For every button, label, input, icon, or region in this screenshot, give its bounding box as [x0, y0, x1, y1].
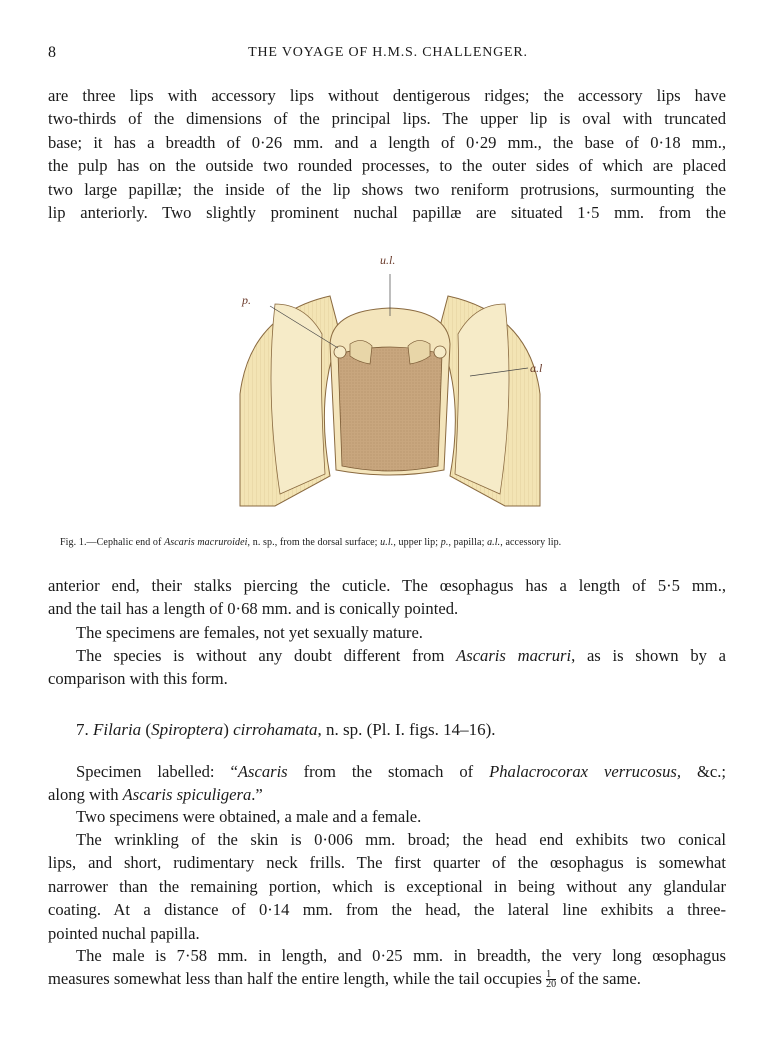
section-heading: 7. Filaria (Spiroptera) cirrohamata, n. sp. (Pl. I. figs. 14–16). [76, 720, 496, 739]
species-name: Ascaris macruri [456, 646, 572, 665]
fraction [546, 970, 556, 989]
text-run: along with [48, 785, 123, 805]
text-line: the pulp has on the outside two rounded processes, to the outer sides of which are placed [48, 156, 726, 176]
papilla-left [334, 346, 346, 358]
text-line: lip anteriorly. Two slightly prominent nuchal papillæ are situated 1·5 mm. from the [48, 203, 726, 223]
text-line: pointed nuchal papilla. [48, 923, 200, 943]
caption-al-text: , accessory lip. [500, 537, 562, 548]
text-line: The specimens are females, not yet sexually mature. [76, 623, 423, 642]
paragraph-two-specimens [48, 805, 726, 828]
paragraph-specimen-label [48, 760, 726, 807]
text-line: anterior end, their stalks piercing the cuticle. The œsophagus has a length of 5·5 mm., [48, 576, 726, 595]
section-rest: , n. sp. (Pl. I. figs. 14–16). [317, 720, 496, 739]
species-name: cirrohamata [233, 720, 318, 739]
text-run: measures somewhat less than half the entire length, while the tail occupies [48, 969, 542, 989]
caption-prefix: Fig. 1.—Cephalic end of [60, 537, 165, 548]
page-number: 8 [48, 44, 57, 61]
section-number: 7. [76, 720, 89, 739]
text-line: lips, and short, rudimentary neck frills. The first quarter of the œsophagus is somewhat [48, 853, 726, 873]
genus-name: Filaria [93, 720, 142, 739]
text-line: and the tail has a length of 0·68 mm. and is conically pointed. [48, 599, 459, 619]
text-line [48, 644, 726, 667]
text-line: base; it has a breadth of 0·26 mm. and a length of 0·29 mm., the base of 0·18 mm., [48, 132, 726, 152]
text-line: narrower than the remaining portion, which is exceptional in being without any glandular [48, 876, 726, 896]
text-run: &c.; [680, 762, 726, 781]
caption-p-text: , papilla; [448, 537, 488, 548]
subgenus-name: Spiroptera [151, 720, 224, 739]
caption-p: p. [440, 537, 449, 548]
fraction-denominator: 20 [546, 979, 557, 991]
text-line: coating. At a distance of 0·14 mm. from the head, the lateral line exhibits a three- [48, 900, 726, 920]
text-line: The wrinkling of the skin is 0·006 mm. broad; the head end exhibits two conical [76, 830, 726, 849]
paragraph-lips [48, 84, 726, 224]
caption-species: Ascaris macruroidei [164, 537, 248, 548]
text-run: , as is shown by a [571, 646, 727, 665]
figure-caption [60, 537, 720, 548]
text-line [48, 783, 726, 806]
page-header [48, 44, 728, 66]
text-run: .” [251, 785, 263, 805]
caption-ul: u.l. [380, 537, 394, 548]
text-line [48, 760, 726, 783]
paragraph-skin [48, 828, 726, 945]
paragraph-anterior-end [48, 574, 726, 621]
text-line: two large papillæ; the inside of the lip shows two reniform protrusions, surmounting the [48, 179, 726, 199]
species-name: Phalacrocorax verrucosus, [489, 762, 681, 781]
text-line: two-thirds of the dimensions of the principal lips. The upper lip is oval with truncated [48, 109, 726, 129]
figure-cephalic-end [220, 244, 560, 512]
running-title: THE VOYAGE OF H.M.S. CHALLENGER. [248, 45, 528, 60]
left-lip-inner [271, 304, 325, 494]
text-line: Two specimens were obtained, a male and a female. [76, 807, 422, 826]
text-line: comparison with this form. [48, 669, 228, 689]
caption-ul-text: , upper lip; [393, 537, 441, 548]
right-lip-inner [455, 304, 509, 494]
caption-rest: , n. sp., from the dorsal surface; [247, 537, 381, 548]
text-run: Specimen labelled: “ [76, 762, 238, 781]
label-al: a.l [530, 361, 543, 375]
papilla-right [434, 346, 446, 358]
paragraph-species-difference [48, 644, 726, 691]
caption-al: a.l. [487, 537, 501, 548]
species-name: Ascaris [237, 762, 288, 781]
upper-lip-pulp [338, 347, 442, 471]
label-ul: u.l. [380, 253, 396, 267]
species-name: Ascaris spiculigera [122, 785, 252, 805]
paragraph-specimens [48, 621, 726, 644]
text-line: are three lips with accessory lips without dentigerous ridges; the accessory lips have [48, 86, 726, 105]
label-p: p. [242, 293, 251, 307]
text-run: The species is without any doubt different from [76, 646, 457, 665]
text-line: The male is 7·58 mm. in length, and 0·25 mm. in breadth, the very long œsophagus [76, 946, 726, 965]
text-line [48, 967, 726, 990]
text-run: of the same. [556, 969, 641, 989]
paragraph-male [48, 944, 726, 991]
text-run: from the stomach of [287, 762, 490, 781]
fraction-numerator: 1 [546, 970, 556, 980]
